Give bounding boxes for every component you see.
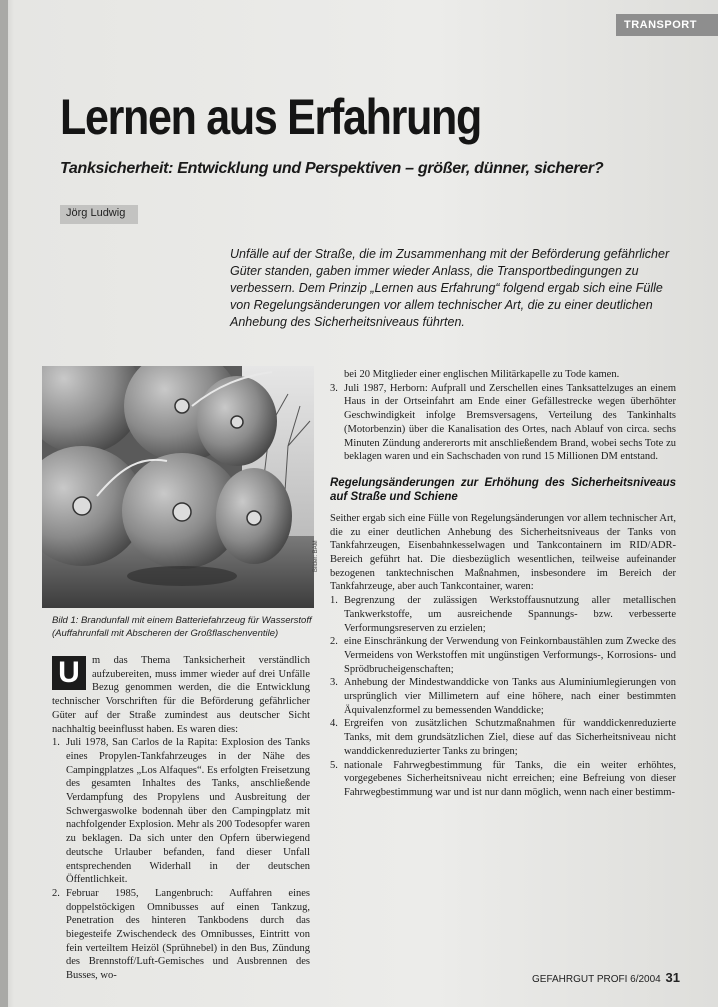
list-item: 5. nationale Fahrwegbestimmung für Tanks, die ein weiter erhöhtes, vorgegebenes Sicherheitsniveau nicht erreichen; eine Befreiung von dieser Fahrwegbestimmung war und ist nur dann möglich, wenn nach einer bestimm- <box>330 759 676 798</box>
page-spine <box>0 0 8 1007</box>
left-column <box>52 654 310 983</box>
list-item: 2. eine Einschränkung der Verwendung von Feinkornbaustählen zum Zwecke des Vermeidens von Werkstoffen mit ungünstigen Verformungs-, Korrosions- und Sprödbrucheigenschaften; <box>330 636 676 675</box>
article-photo <box>42 366 314 608</box>
body-paragraph: Seither ergab sich eine Fülle von Regelungsänderungen vor allem technischer Art, die zu einer deutlichen Anhebung des Sicherheitsniveaus der Tanks von Tankfahrzeugen, Eisenbahnkesselwagen und Tankcontainern im RID/ADR-Bereich geführt hat. Die diesbezüglich wesentlichen, teilweise aufeinander bezogenen tanktechnischen Maßnahmen, insbesondere im Bereich der Tankfahrzeuge, aber auch Tankcontainer, waren: <box>330 512 676 593</box>
page-number: 31 <box>665 970 680 985</box>
page-footer <box>532 970 680 985</box>
list-continuation: bei 20 Mitglieder einer englischen Militärkapelle zu Tode kamen. <box>344 369 620 380</box>
section-subheading: Regelungsänderungen zur Erhöhung des Sicherheitsniveaus auf Straße und Schiene <box>330 476 676 503</box>
lead-paragraph: Unfälle auf der Straße, die im Zusammenhang mit der Beförderung gefährlicher Güter standen, gaben immer wieder Anlass, die Transportbedingungen zu verbessern. Dem Prinzip „Lernen aus Erfahrung“ folgend ergab sich eine Fülle von Regelungsänderungen vor allem technischer Art, die zu einer deutlichen Anhebung des Sicherheitsniveaus führten. <box>230 247 670 329</box>
list-item: 1. Juli 1978, San Carlos de la Rapita: Explosion des Tanks eines Propylen-Tankfahrzeuges in der Nähe des Campingplatzes „Los Alfaques“. Es erfolgten Freisetzung des gesamten Inhaltes des Tanks, anschließende Verdampfung des Propylens und Ausbreitung der Schwergaswolke bodennah über den Campingplatz mit nachfolgender Explosion. Mehr als 200 Todesopfer waren zu beklagen. Da sich unter den Opfern überwiegend deutsche Urlauber befanden, fand dieser Unfall entsprechenden Widerhall in der deutschen Öffentlichkeit. <box>52 737 310 886</box>
gas-cylinder-photo <box>42 366 314 608</box>
author-name: Jörg Ludwig <box>66 207 126 219</box>
magazine-name: GEFAHRGUT PROFI 6/2004 <box>532 974 661 985</box>
article-subtitle: Tanksicherheit: Entwicklung und Perspektiven – größer, dünner, sicherer? <box>60 160 604 177</box>
measures-list <box>330 594 676 800</box>
accident-list <box>52 736 310 983</box>
list-item: 4. Ergreifen von zusätzlichen Schutzmaßnahmen für wanddickenreduzierte Tanks, mit dem grundsätzlichen Ziel, diese auf das Sicherheitsniveau nicht wanddickenreduzierter Tanks zu bringen; <box>330 718 676 757</box>
intro-text: m das Thema Tanksicherheit verständlich aufzubereiten, muss immer wieder auf drei Unfälle Bezug genommen werden, die die Entwicklung technischer Vorschriften für die Beförderung gefährlicher Güter auf der Straße zumindest aus deutscher Sicht nachhaltig beeinflusst haben. Es waren dies: <box>52 655 310 735</box>
list-item: 3. Anhebung der Mindestwanddicke von Tanks aus Aluminiumlegierungen von ursprünglich vier Millimetern auf eine höhere, nach einer bestimmten Äquivalenzformel zu bemessenden Wanddicke; <box>330 677 676 716</box>
accident-list-continued <box>330 382 676 464</box>
article-title: Lernen aus Erfahrung <box>60 89 481 145</box>
intro-paragraph <box>52 654 310 736</box>
list-item: 1. Begrenzung der zulässigen Werkstoffausnutzung aller metallischen Tankwerkstoffe, um ausreichende Spannungs- bzw. verbesserte Verformungsreserven zu erzielen; <box>330 595 676 634</box>
dropcap: U <box>52 656 86 690</box>
figure-caption: Bild 1: Brandunfall mit einem Batteriefahrzeug für Wasserstoff (Auffahrunfall mit Abscheren der Großflaschenventile) <box>52 615 312 639</box>
list-item: 3. Juli 1987, Herborn: Aufprall und Zerschellen eines Tanksattelzuges an einem Haus in der Ortseinfahrt am Ende einer Gefällestrecke wegen überhöhter Geschwindigkeit infolge Bremsversagens, Verteilung des Tankinhalts (Motorbenzin) über die Kanalisation des Ortes, nach Ablauf von circa. sechs Minuten Zündung andererorts mit anschließendem Brand, wobei sechs Tote zu beklagen waren und ein Sachschaden von rund 15 Millionen DM entstand. <box>330 382 676 463</box>
right-column <box>330 368 676 800</box>
photo-credit: Bilder: BAM <box>313 540 319 572</box>
list-item: 2. Februar 1985, Langenbruch: Auffahren eines doppelstöckigen Omnibusses auf einen Tankzug, Penetration des hinteren Tankbodens durch das biegesteife Zwischendeck des Omnibusses, Eintritt von fein verteiltem Heizöl (Sprühnebel) in den Bus, Zündung des Brennstoff/Luft-Gemisches und Ausbrennen des Busses, wo- <box>52 887 310 982</box>
section-tag: TRANSPORT <box>616 14 718 36</box>
